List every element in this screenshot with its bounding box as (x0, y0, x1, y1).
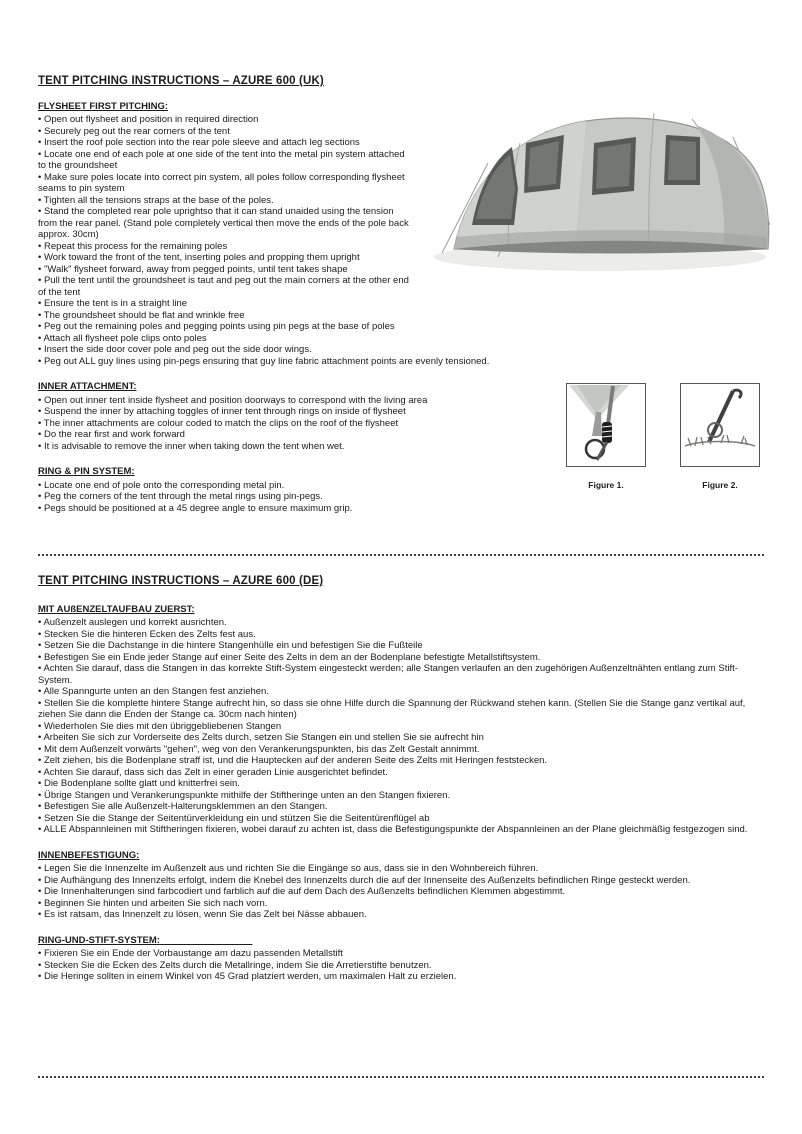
bullet-item: • Attach all flysheet pole clips onto poles (38, 332, 207, 344)
de-innen-heading: INNENBEFESTIGUNG: (38, 849, 140, 861)
bullet-item: • Legen Sie die Innenzelte im Außenzelt aus und richten Sie die Eingänge so aus, dass sie in den Wohnbereich führen. (38, 863, 539, 874)
bullet-item: • Stand the completed rear pole uprightso that it can stand unaided using the tension from the rear panel. (Stand pole completely vertical then move the ends of the pole back approx. 30cm) (38, 206, 409, 240)
de-ringstift-heading: RING-UND-STIFT-SYSTEM: (38, 934, 160, 946)
bullet-item: • Pegs should be positioned at a 45 degree angle to ensure maximum grip. (38, 502, 353, 514)
bullet-item: • ALLE Abspannleinen mit Stiftheringen fixieren, wobei darauf zu achten ist, dass die Befestigungspunkte der Abspannleinen an der Plane gleichmäßig festgezogen sind. (38, 824, 748, 835)
de-ringstift-bullets (38, 948, 764, 983)
figure-1 (566, 383, 646, 492)
de-innen-bullets (38, 863, 764, 921)
uk-flysheet-heading: FLYSHEET FIRST PITCHING: (38, 100, 169, 112)
uk-flysheet-section (38, 101, 764, 368)
bullet-item: • Repeat this process for the remaining poles (38, 240, 228, 252)
bullet-item: • Zelt ziehen, bis die Bodenplane straff ist, und die Hauptecken auf der anderen Seite des Zelts mit Heringen feststecken. (38, 755, 548, 766)
bullet-item: • Achten Sie darauf, dass die Stangen in das korrekte Stift-System eingesteckt werden; alle Stangen verlaufen an den zugehörigen Außenzeltnähten entlang zum Stift-System. (38, 663, 738, 686)
bullet-item: • "Walk" flysheet forward, away from pegged points, until tent takes shape (38, 263, 348, 275)
bullet-item: • It is advisable to remove the inner when taking down the tent when wet. (38, 440, 345, 452)
tent-illustration (428, 85, 776, 283)
uk-ringpin-heading: RING & PIN SYSTEM: (38, 466, 135, 477)
tent-photo (428, 85, 776, 283)
bullet-item: • Alle Spanngurte unten an den Stangen fest anziehen. (38, 686, 269, 697)
figure-2-image (680, 383, 760, 467)
figure-2-label: Figure 2. (702, 480, 738, 490)
bullet-item: • Mit dem Außenzelt vorwärts "gehen", weg von den Verankerungspunkten, bis das Zelt Gestalt annimmt. (38, 743, 480, 755)
ring-pin-pole-icon (567, 384, 645, 466)
bullet-item: • Setzen Sie die Stange der Seitentürverkleidung ein und stützen Sie die Seitentürenflügel ab (38, 812, 430, 824)
bullet-item: • Arbeiten Sie sich zur Vorderseite des Zelts durch, setzen Sie Stangen ein und stellen Sie sie aufrecht hin (38, 732, 484, 743)
bullet-item: • Peg the corners of the tent through the metal rings using pin-pegs. (38, 491, 323, 502)
figure-2 (680, 383, 760, 492)
bullet-item: • Insert the roof pole section into the rear pole sleeve and attach leg sections (38, 137, 360, 148)
bullet-item: • Die Bodenplane sollte glatt und knitterfrei sein. (38, 778, 240, 789)
de-ringstift-section (38, 935, 764, 983)
bullet-item: • Pull the tent until the groundsheet is taut and peg out the main corners at the other end of the tent (38, 275, 409, 298)
uk-lower-block (38, 381, 764, 528)
de-innen-section (38, 850, 764, 921)
figures-panel (536, 383, 760, 492)
bullet-item: • Stecken Sie die Ecken des Zelts durch die Metallringe, indem Sie die Arretierstifte benutzen. (38, 959, 432, 971)
bullet-item: • Peg out ALL guy lines using pin-pegs ensuring that guy line fabric attachment points are evenly tensioned. (38, 355, 490, 367)
bullet-item: • Open out flysheet and position in required direction (38, 114, 259, 125)
bullet-item: • Securely peg out the rear corners of the tent (38, 125, 230, 137)
bullet-item: • Außenzelt auslegen und korrekt ausrichten. (38, 617, 227, 628)
de-aussenzelt-heading: MIT AUßENZELTAUFBAU ZUERST: (38, 603, 195, 615)
bullet-item: • Suspend the inner by attaching toggles of inner tent through rings on inside of flysheet (38, 406, 406, 417)
bullet-item: • Do the rear first and work forward (38, 429, 185, 440)
de-aussenzelt-bullets (38, 617, 764, 836)
bullet-item: • Fixieren Sie ein Ende der Vorbaustange am dazu passenden Metallstift (38, 948, 343, 959)
bullet-item: • Übrige Stangen und Verankerungspunkte mithilfe der Stiftheringe unten an den Stangen fixieren. (38, 789, 451, 801)
figure-1-label: Figure 1. (588, 480, 624, 490)
bullet-item: • The inner attachments are colour coded to match the clips on the roof of the flysheet (38, 417, 399, 429)
uk-inner-heading: INNER ATTACHMENT: (38, 381, 137, 392)
uk-title: TENT PITCHING INSTRUCTIONS – AZURE 600 (UK) (38, 75, 324, 87)
bullet-item: • Befestigen Sie alle Außenzelt-Halterungsklemmen an den Stangen. (38, 801, 328, 812)
bullet-item: • Peg out the remaining poles and pegging points using pin pegs at the base of poles (38, 321, 395, 332)
separator-dotted-top (38, 554, 764, 556)
bullet-item: • Ensure the tent is in a straight line (38, 298, 188, 309)
figure-1-image (566, 383, 646, 467)
bullet-item: • Beginnen Sie hinten und arbeiten Sie sich nach vorn. (38, 897, 268, 909)
bullet-item: • Die Heringe sollten in einem Winkel von 45 Grad platziert werden, um maximalen Halt zu erzielen. (38, 971, 457, 982)
bullet-item: • Setzen Sie die Dachstange in die hintere Stangenhülle ein und befestigen Sie die Fußteile (38, 640, 423, 651)
bullet-item: • Insert the side door cover pole and peg out the side door wings. (38, 344, 312, 355)
bullet-item: • Es ist ratsam, das Innenzelt zu lösen, wenn Sie das Zelt bei Nässe abbauen. (38, 909, 367, 920)
de-aussenzelt-section (38, 604, 764, 836)
bullet-item: • Die Aufhängung des Innenzelts erfolgt, indem die Knebel des Innenzelts durch die auf der Innenseite des Außenzelts befindlichen Ringe gesteckt werden. (38, 874, 691, 886)
bullet-item: • The groundsheet should be flat and wrinkle free (38, 309, 245, 321)
bullet-item: • Die Innenhalterungen sind farbcodiert und farblich auf die auf dem Dach des Außenzelts befindlichen Klemmen abgestimmt. (38, 886, 566, 897)
bullet-item: • Befestigen Sie ein Ende jeder Stange auf einer Seite des Zelts in dem an der Bodenplane befestigte Metallstiftsystem. (38, 651, 541, 663)
bullet-item: • Stellen Sie die komplette hintere Stange aufrecht hin, so dass sie ohne Hilfe durch die Spannung der Rückwand stehen kann. (Stellen Sie die Stange ganz vertikal auf, ziehen Sie dann die Enden der Stange ca. 30cm nach hinten) (38, 697, 746, 720)
bullet-item: • Locate one end of each pole at one side of the tent into the metal pin system attached to the groundsheet (38, 148, 405, 171)
bullet-item: • Locate one end of pole onto the corresponding metal pin. (38, 479, 285, 491)
separator-dotted-bottom (38, 1076, 764, 1078)
bullet-item: • Tighten all the tensions straps at the base of the poles. (38, 194, 274, 206)
bullet-item: • Achten Sie darauf, dass sich das Zelt in einer geraden Linie ausgerichtet befindet. (38, 766, 388, 778)
bullet-item: • Make sure poles locate into correct pin system, all poles follow corresponding flysheet seams to pin system (38, 171, 405, 194)
de-title: TENT PITCHING INSTRUCTIONS – AZURE 600 (DE) (38, 575, 324, 587)
bullet-item: • Wiederholen Sie dies mit den übriggebliebenen Stangen (38, 720, 282, 732)
bullet-item: • Stecken Sie die hinteren Ecken des Zelts fest aus. (38, 628, 256, 640)
bullet-item: • Work toward the front of the tent, inserting poles and propping them upright (38, 252, 360, 263)
pin-peg-ground-icon (681, 384, 759, 466)
bullet-item: • Open out inner tent inside flysheet and position doorways to correspond with the living area (38, 394, 428, 406)
